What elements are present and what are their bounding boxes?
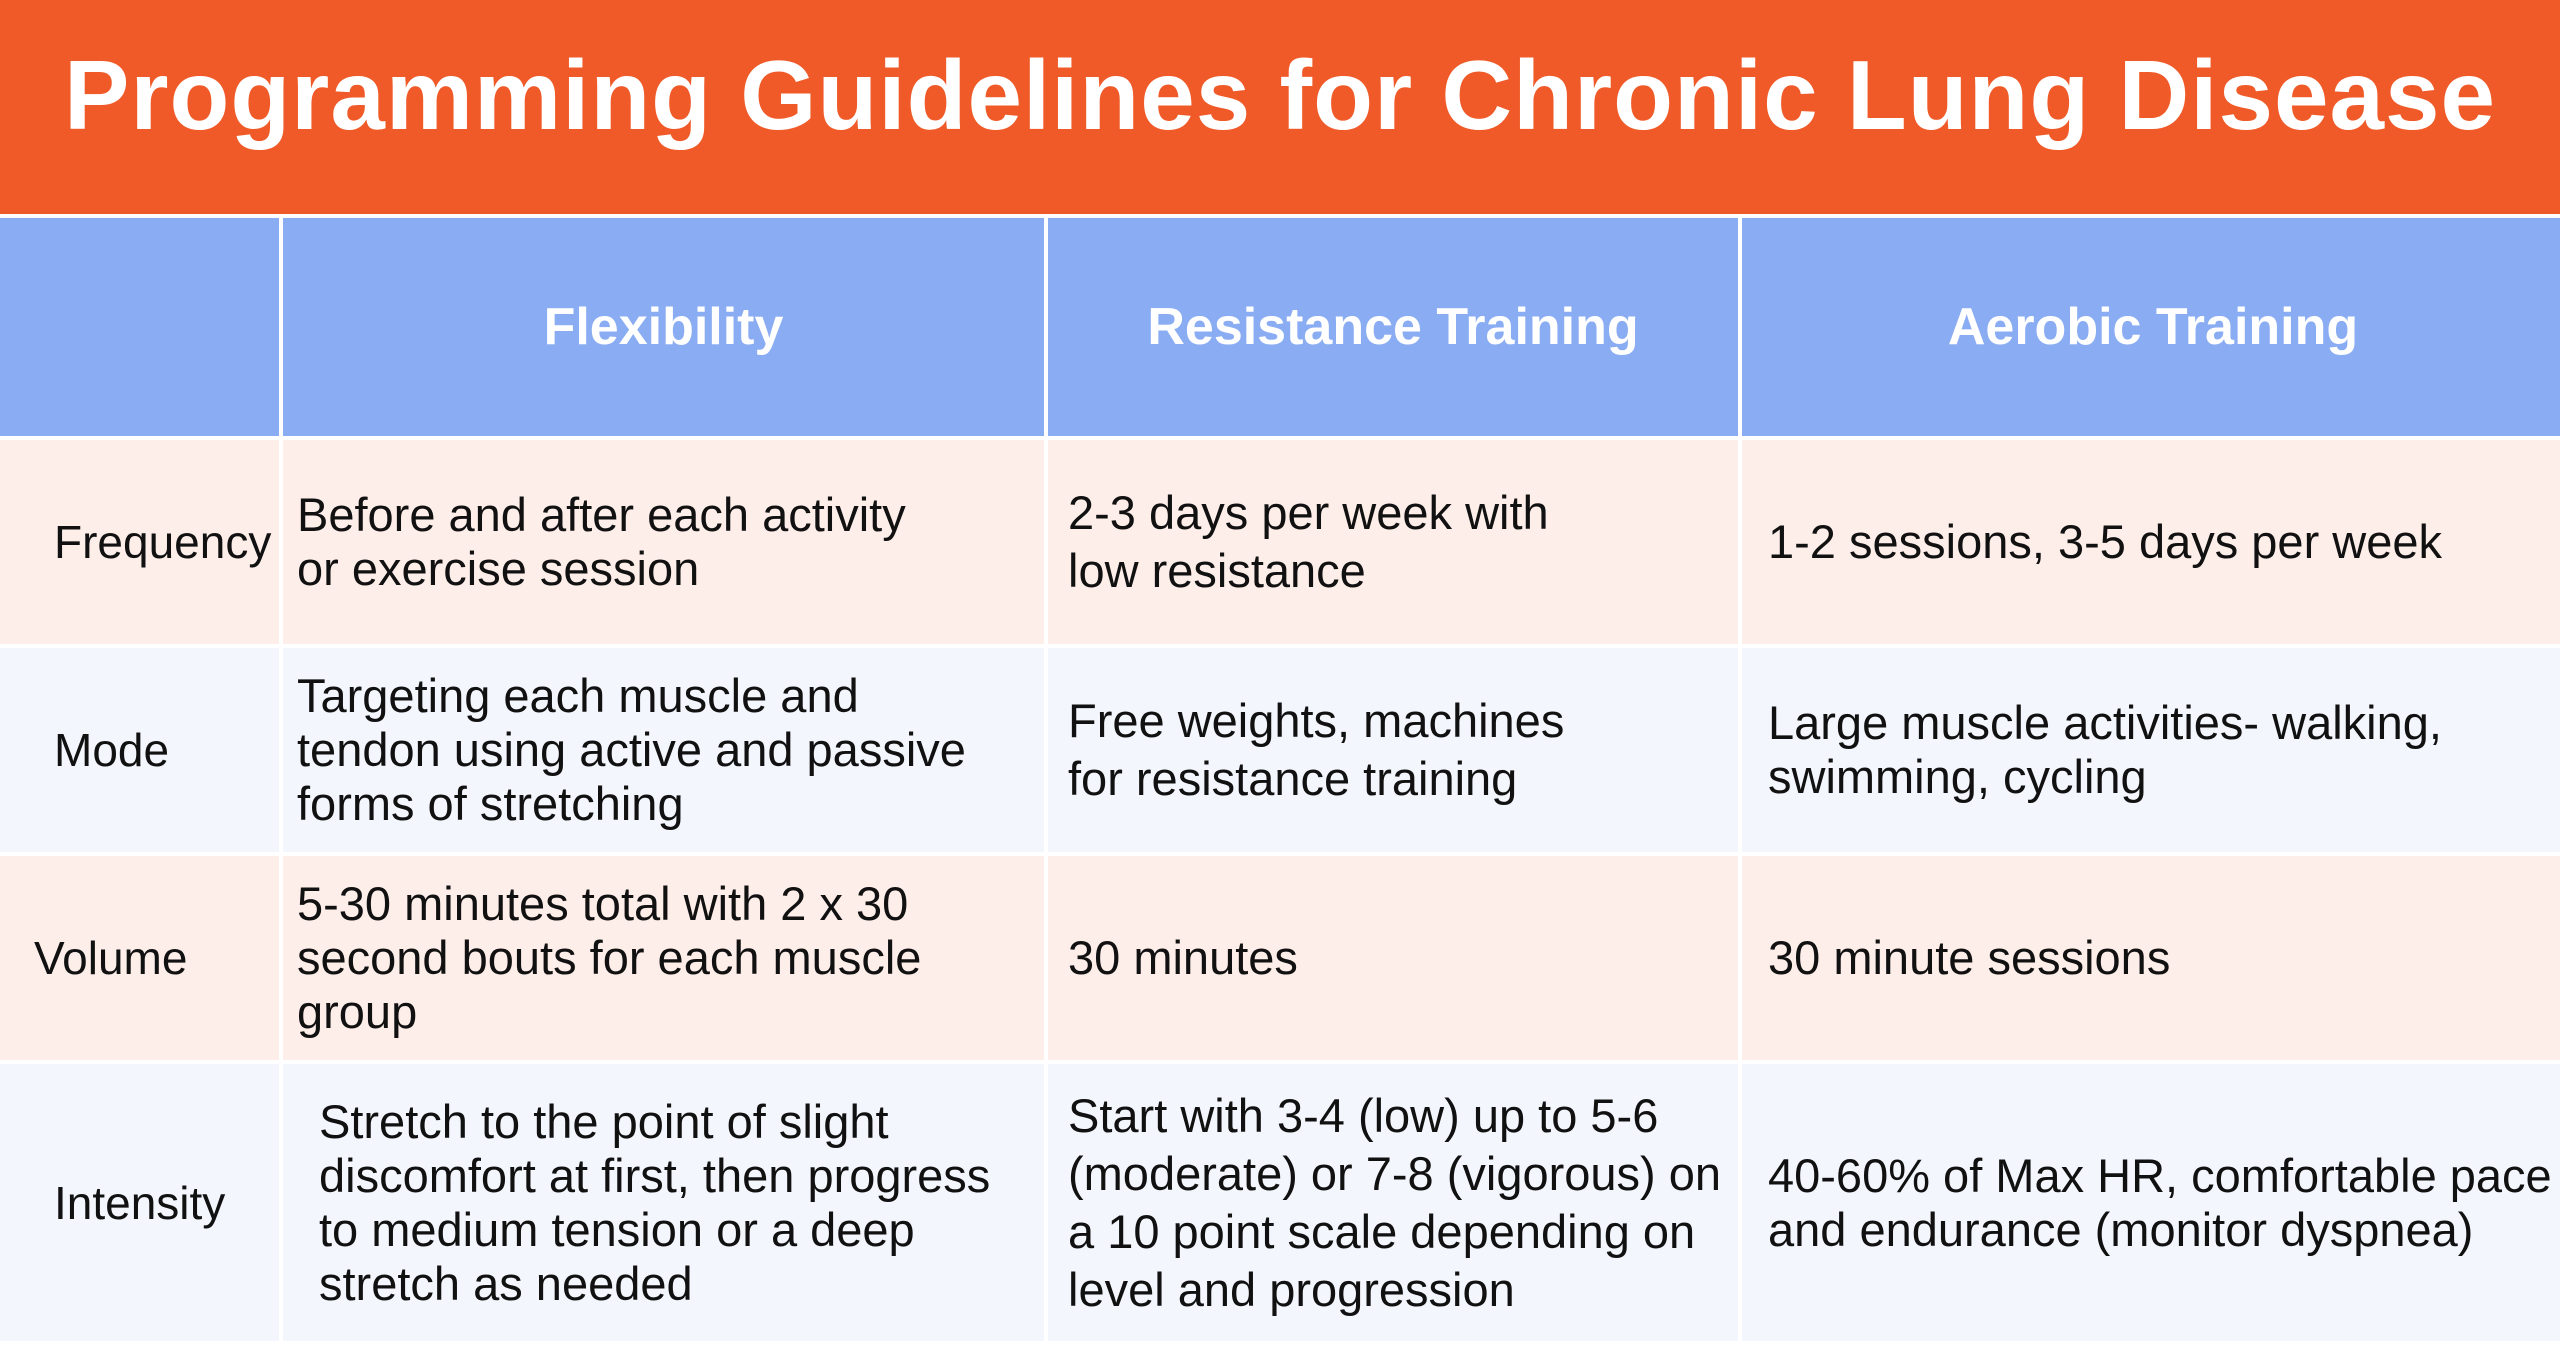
- cell-mode-aerobic: [1742, 648, 2560, 852]
- cell-intensity-flexibility: [283, 1064, 1044, 1341]
- cell-text: 40-60% of Max HR, comfortable pace and endurance (monitor dyspnea): [1768, 1148, 2552, 1256]
- cell-text: Start with 3-4 (low) up to 5-6 (moderate) or 7-8 (vigorous) on a 10 point scale depending on level and progression: [1068, 1088, 1722, 1316]
- cell-text: 5-30 minutes total with 2 x 30 second bouts for each muscle group: [297, 877, 922, 1038]
- cell-frequency-resistance: [1048, 440, 1738, 644]
- cell-mode-flexibility: [283, 648, 1044, 852]
- header-aerobic-training: Aerobic Training: [1742, 218, 2560, 436]
- cell-text: 1-2 sessions, 3-5 days per week: [1768, 515, 2442, 568]
- cell-volume-aerobic: [1742, 856, 2560, 1060]
- cell-text: Before and after each activity or exercise session: [297, 488, 906, 595]
- cell-text: Targeting each muscle and tendon using active and passive forms of stretching: [297, 669, 966, 830]
- row-label-volume: Volume: [0, 856, 279, 1060]
- title-bar: [0, 0, 2560, 214]
- row-label-mode: Mode: [0, 648, 279, 852]
- cell-text: 30 minutes: [1068, 931, 1298, 984]
- row-label-intensity: Intensity: [0, 1064, 279, 1341]
- header-resistance-training: Resistance Training: [1048, 218, 1738, 436]
- row-label-frequency: Frequency: [0, 440, 279, 644]
- guidelines-table: [0, 214, 2560, 1348]
- cell-intensity-aerobic: [1742, 1064, 2560, 1341]
- cell-text: Free weights, machines for resistance training: [1068, 694, 1565, 805]
- cell-frequency-flexibility: [283, 440, 1044, 644]
- cell-volume-flexibility: [283, 856, 1044, 1060]
- cell-text: 30 minute sessions: [1768, 931, 2171, 984]
- page-title: Programming Guidelines for Chronic Lung Disease: [63, 39, 2497, 150]
- cell-text: 2-3 days per week with low resistance: [1068, 486, 1549, 597]
- cell-intensity-resistance: [1048, 1064, 1738, 1341]
- header-flexibility: Flexibility: [283, 218, 1044, 436]
- cell-frequency-aerobic: [1742, 440, 2560, 644]
- cell-text: Large muscle activities- walking, swimming, cycling: [1768, 696, 2442, 803]
- cell-mode-resistance: [1048, 648, 1738, 852]
- header-corner-cell: [0, 218, 279, 436]
- cell-volume-resistance: [1048, 856, 1738, 1060]
- cell-text: Stretch to the point of slight discomfort at first, then progress to medium tension or a deep stretch as needed: [319, 1094, 991, 1310]
